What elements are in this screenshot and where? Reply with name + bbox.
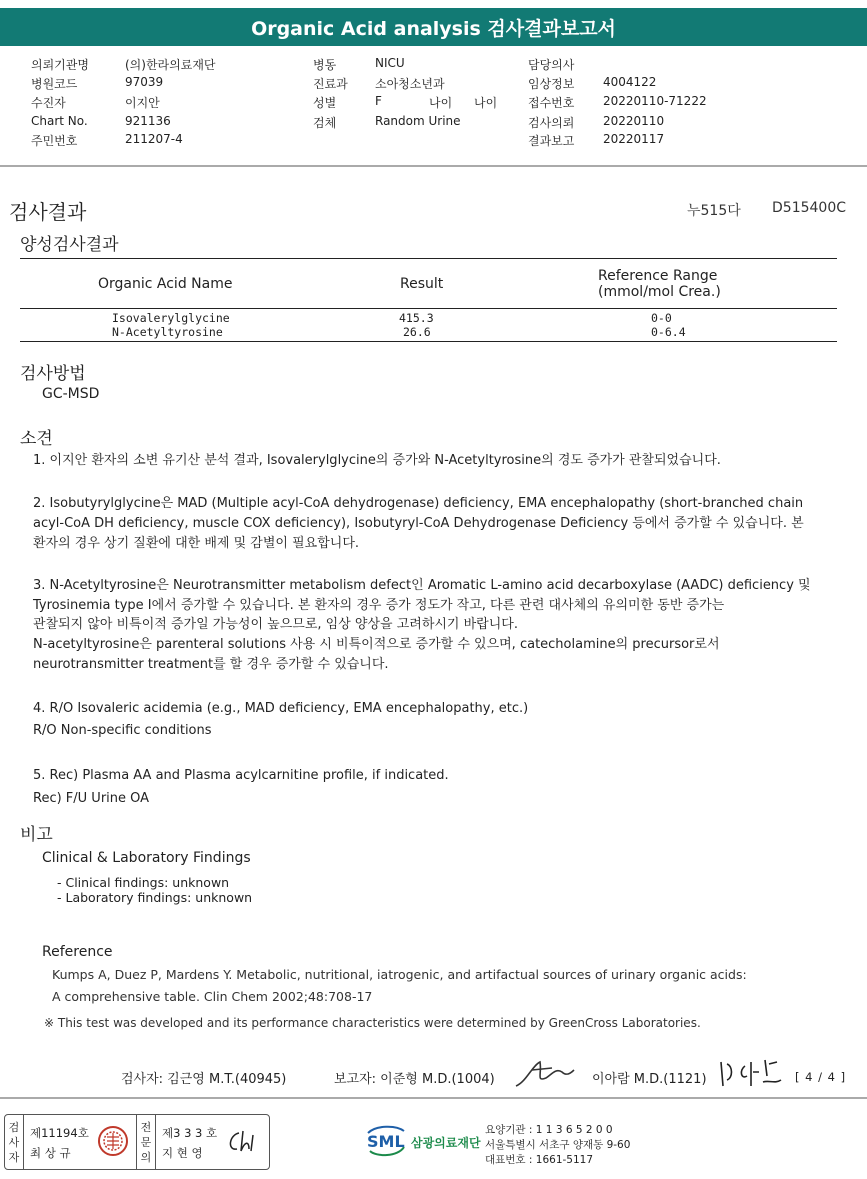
- method-heading: 검사방법: [20, 364, 86, 384]
- clinical-findings-heading: Clinical & Laboratory Findings: [42, 850, 251, 866]
- label-requesting-org: 의뢰기관명: [31, 58, 89, 72]
- table-top-rule: [20, 258, 837, 259]
- finding-2-line-1: 2. Isobutyrylglycine은 MAD (Multiple acyl-CoA dehydrogenase) deficiency, EMA encephalopathy (short-branched chain: [33, 496, 804, 511]
- organization-phone: 대표번호 : 1661-5117: [485, 1154, 594, 1166]
- table-row-result: 26.6: [403, 325, 431, 339]
- specialist-handwritten-signature: [225, 1127, 265, 1157]
- table-row-ref: 0-0: [651, 311, 672, 325]
- label-specimen: 검체: [313, 116, 337, 130]
- label-resident-no: 주민번호: [31, 134, 78, 148]
- value-resident-no: 211207-4: [125, 132, 183, 146]
- label-patient: 수진자: [31, 96, 66, 110]
- finding-3-line-2: Tyrosinemia type Ⅰ에서 증가할 수 있습니다. 본 환자의 경우 증가 정도가 작고, 다른 관련 대사체의 유의미한 동반 증가는: [33, 598, 725, 613]
- report-title: Organic Acid analysis 검사결과보고서: [0, 8, 867, 46]
- results-heading: 검사결과: [9, 200, 87, 224]
- examiner-signature: 검사자: 김근영 M.T.(40945): [121, 1072, 287, 1087]
- reference-line-1: Kumps A, Duez P, Mardens Y. Metabolic, nutritional, iatrogenic, and artifactual sources of urinary organic acids:: [52, 967, 747, 982]
- column-header-ref-1: Reference Range: [598, 268, 718, 284]
- reference-heading: Reference: [42, 944, 113, 960]
- label-clinical-info: 임상정보: [528, 77, 575, 91]
- value-specimen: Random Urine: [375, 114, 461, 128]
- specialist-name: 지 현 영: [162, 1146, 203, 1160]
- table-header-rule: [20, 308, 837, 309]
- value-ward: NICU: [375, 56, 405, 70]
- specialist-license-no: 제3 3 3 호: [162, 1126, 218, 1140]
- laboratory-findings-line: - Laboratory findings: unknown: [57, 890, 253, 905]
- finding-3-line-5: neurotransmitter treatment를 할 경우 증가할 수 있습니다.: [33, 657, 389, 672]
- organization-address: 서울특별시 서초구 양재동 9-60: [485, 1139, 631, 1151]
- sml-logo: [364, 1123, 408, 1159]
- sml-logo-text: SML: [367, 1132, 405, 1151]
- finding-2-line-2: acyl-CoA DH deficiency, muscle COX deficiency), Isobutyryl-CoA Dehydrogenase Deficiency 등에서 증가할 수 있습니다. 본: [33, 516, 804, 531]
- organization-code: 요양기관 : 1 1 3 6 5 2 0 0: [485, 1124, 613, 1136]
- organization-name: 삼광의료재단: [411, 1136, 481, 1150]
- finding-3-line-1: 3. N-Acetyltyrosine은 Neurotransmitter metabolism defect인 Aromatic L-amino acid decarboxylase (AADC) deficiency 및: [33, 578, 811, 593]
- column-header-name: Organic Acid Name: [98, 276, 233, 292]
- value-requesting-org: (의)한라의료재단: [125, 58, 216, 72]
- label-age: 나이: [429, 96, 453, 110]
- method-value: GC-MSD: [42, 386, 100, 402]
- specialist-label: 전 문 의: [136, 1115, 156, 1169]
- finding-3-line-4: N-acetyltyrosine은 parenteral solutions 사용 시 비특이적으로 증가할 수 있으며, catecholamine의 precursor로서: [33, 637, 720, 652]
- table-row-result: 415.3: [399, 311, 434, 325]
- remarks-heading: 비고: [20, 825, 53, 845]
- finding-4-line-2: R/O Non-specific conditions: [33, 723, 212, 738]
- page-indicator: [ 4 / 4 ]: [795, 1070, 847, 1084]
- finding-4-line-1: 4. R/O Isovaleric acidemia (e.g., MAD deficiency, EMA encephalopathy, etc.): [33, 701, 529, 716]
- label-department: 진료과: [313, 77, 348, 91]
- organization-info: [485, 1123, 630, 1168]
- clinical-findings-line: - Clinical findings: unknown: [57, 875, 230, 890]
- table-row-name: N-Acetyltyrosine: [112, 325, 223, 339]
- finding-3-line-3: 관찰되지 않아 비특이적 증가일 가능성이 높으므로, 임상 양상을 고려하시기 바랍니다.: [33, 617, 518, 632]
- report-code-2: D515400C: [772, 200, 846, 216]
- findings-heading: 소견: [20, 429, 53, 449]
- reporter-handwritten-signature: [512, 1056, 576, 1092]
- doctor2-handwritten-signature: [717, 1056, 787, 1092]
- value-hospital-code: 97039: [125, 75, 164, 89]
- examiner-license-no: 제11194호: [30, 1126, 89, 1140]
- value-clinical-info: 4004122: [603, 75, 657, 89]
- table-row-ref: 0-6.4: [651, 325, 686, 339]
- disclaimer-note: ※ This test was developed and its performance characteristics were determined by GreenCross Laboratories.: [44, 1016, 701, 1030]
- reporter-signature: 보고자: 이준형 M.D.(1004): [334, 1072, 495, 1087]
- label-request-date: 검사의뢰: [528, 116, 575, 130]
- finding-2-line-3: 환자의 경우 상기 질환에 대한 배제 및 감별이 필요합니다.: [33, 536, 360, 551]
- label-sex: 성별: [313, 96, 337, 110]
- value-chart-no: 921136: [125, 114, 171, 128]
- reference-line-2: A comprehensive table. Clin Chem 2002;48:708-17: [52, 989, 373, 1004]
- column-header-result: Result: [400, 276, 444, 292]
- value-patient: 이지안: [125, 96, 160, 110]
- value-report-date: 20220117: [603, 132, 665, 146]
- label-hospital-code: 병원코드: [31, 77, 78, 91]
- value-request-date: 20220110: [603, 114, 665, 128]
- certification-box: [4, 1114, 270, 1170]
- examiner-name: 최 상 규: [30, 1146, 71, 1160]
- value-receipt-no: 20220110-71222: [603, 94, 707, 108]
- doctor2-signature: 이아람 M.D.(1121): [592, 1072, 707, 1087]
- column-header-ref-2: (mmol/mol Crea.): [598, 284, 721, 300]
- value-age: 나이: [474, 96, 498, 110]
- examiner-label: 검 사 자: [5, 1115, 24, 1169]
- label-report-date: 결과보고: [528, 134, 575, 148]
- finding-5-line-2: Rec) F/U Urine OA: [33, 791, 150, 806]
- positive-results-heading: 양성검사결과: [20, 235, 119, 255]
- label-receipt-no: 접수번호: [528, 96, 575, 110]
- footer-divider: [0, 1097, 867, 1099]
- value-sex: F: [375, 94, 382, 108]
- value-department: 소아청소년과: [375, 77, 445, 91]
- label-ward: 병동: [313, 58, 337, 72]
- finding-1: 1. 이지안 환자의 소변 유기산 분석 결과, Isovalerylglycine의 증가와 N-Acetyltyrosine의 경도 증가가 관찰되었습니다.: [33, 453, 721, 468]
- label-chart-no: Chart No.: [31, 114, 88, 128]
- table-row-name: Isovalerylglycine: [112, 311, 230, 325]
- table-bottom-rule: [20, 341, 837, 342]
- report-code-1: 누515다: [687, 203, 741, 219]
- header-divider: [0, 165, 867, 167]
- label-attending-doctor: 담당의사: [528, 58, 575, 72]
- examiner-seal: [97, 1125, 129, 1157]
- finding-5-line-1: 5. Rec) Plasma AA and Plasma acylcarnitine profile, if indicated.: [33, 768, 449, 783]
